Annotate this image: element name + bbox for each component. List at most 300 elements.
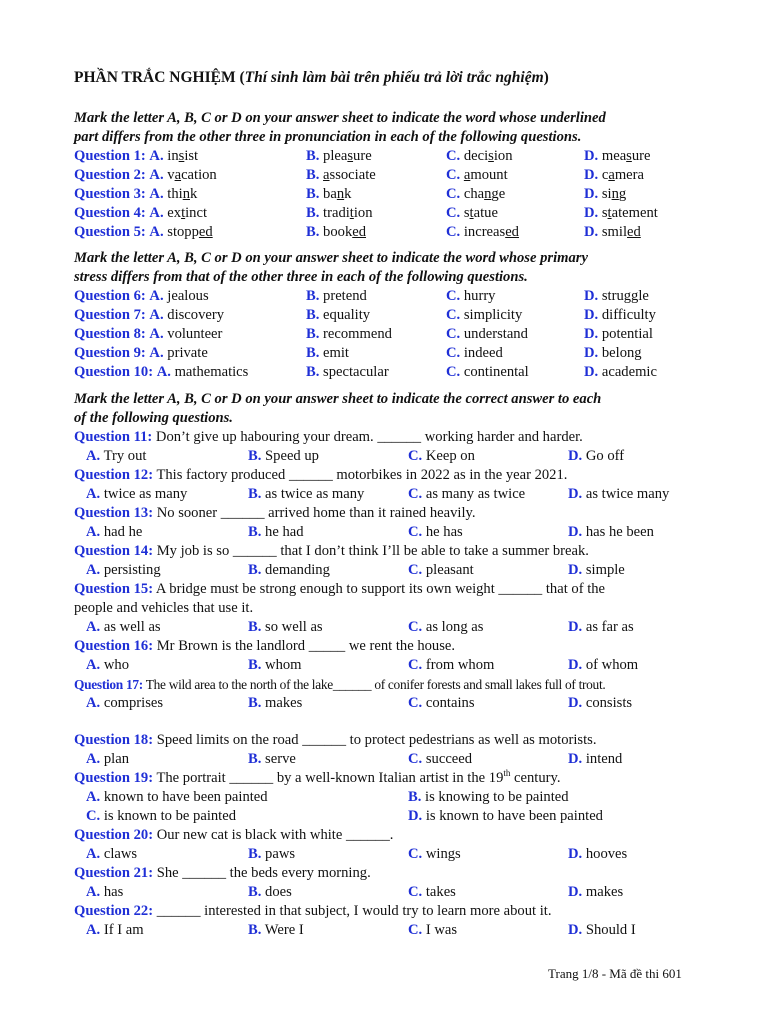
option-b	[306, 166, 376, 185]
option-letter: D.	[584, 326, 599, 342]
underlined-part: a	[174, 167, 182, 183]
option-letter: B.	[248, 751, 262, 767]
word-part: ba	[323, 186, 337, 202]
option-a	[146, 345, 208, 361]
option-text: intend	[585, 751, 623, 767]
option-text: recommend	[323, 326, 392, 342]
option-letter: C.	[446, 186, 461, 202]
word-part: c	[601, 167, 609, 183]
option-d	[568, 921, 636, 940]
option-text: comprises	[103, 695, 164, 711]
option-letter: C.	[446, 148, 461, 164]
option-c	[408, 523, 463, 542]
word-part: increas	[463, 224, 506, 240]
option-text: simplicity	[463, 307, 523, 323]
underlined-part: n	[484, 186, 492, 202]
option-c	[446, 344, 503, 363]
underlined-part: n	[336, 186, 345, 202]
word-part: ion	[353, 205, 373, 221]
underlined-part: a	[323, 167, 330, 183]
option-text: volunteer	[167, 326, 223, 342]
option-text: is known to have been painted	[425, 808, 603, 824]
option-letter: C.	[408, 846, 423, 862]
instruction-3-line1: Mark the letter A, B, C or D on your answer sheet to indicate the correct answer to each	[74, 391, 602, 407]
question-text: No sooner ______ arrived home than it rained heavily.	[153, 505, 476, 521]
question-stem	[74, 902, 551, 921]
option-letter: D.	[568, 657, 583, 673]
question-stem	[74, 580, 605, 599]
question-number: Question 4:	[74, 205, 146, 221]
option-b	[248, 618, 323, 637]
option-text: who	[103, 657, 129, 673]
question-stem	[74, 542, 589, 561]
page-footer: Trang 1/8 - Mã đề thi 601	[548, 966, 682, 981]
option-a	[146, 205, 207, 221]
word-part: mera	[614, 167, 644, 183]
option-b	[248, 485, 364, 504]
question-text: She ______ the beds every morning.	[153, 865, 371, 881]
option-b	[248, 845, 295, 864]
option-letter: B.	[408, 789, 422, 805]
option-text: discovery	[167, 307, 225, 323]
option-text: simple	[585, 562, 625, 578]
option-c	[408, 845, 461, 864]
option-text: belong	[601, 345, 642, 361]
option-text: had he	[103, 524, 143, 540]
option-letter: D.	[584, 224, 599, 240]
option-b	[306, 363, 389, 382]
option-text: persisting	[103, 562, 161, 578]
option-text: has	[103, 884, 124, 900]
question-number: Question 12:	[74, 467, 154, 483]
option-letter: A.	[86, 448, 101, 464]
option-b	[306, 287, 367, 306]
option-letter: B.	[248, 562, 262, 578]
word-part: book	[323, 224, 353, 240]
option-letter: A.	[149, 224, 164, 240]
question-text-end: century.	[510, 770, 561, 786]
question-number: Question 19:	[74, 770, 154, 786]
option-a	[86, 485, 187, 504]
option-b	[248, 694, 302, 713]
option-text: Were I	[264, 922, 304, 938]
option-c	[446, 223, 519, 242]
option-letter: A.	[149, 205, 164, 221]
option-text: as many as twice	[425, 486, 526, 502]
option-b	[248, 656, 302, 675]
option-text: as twice as many	[265, 486, 365, 502]
option-b	[306, 204, 373, 223]
option-d	[568, 694, 632, 713]
word-part: ex	[167, 205, 182, 221]
option-letter: B.	[248, 448, 262, 464]
option-text: If I am	[103, 922, 144, 938]
question-stem	[74, 466, 567, 485]
question-text: A bridge must be strong enough to support its own weight ______ that of the	[153, 581, 606, 597]
underlined-part: n	[182, 186, 190, 202]
option-letter: A.	[149, 288, 164, 304]
option-letter: C.	[86, 808, 101, 824]
option-b	[306, 147, 372, 166]
option-a	[86, 788, 268, 807]
question-stem	[74, 864, 371, 883]
option-letter: C.	[408, 657, 423, 673]
option-letter: B.	[306, 167, 320, 183]
question-text: ______ interested in that subject, I would try to learn more about it.	[153, 903, 552, 919]
title-main: PHẦN TRẮC NGHIỆM (	[74, 69, 245, 86]
option-text: is knowing to be painted	[425, 789, 569, 805]
option-a	[86, 656, 129, 675]
option-letter: D.	[584, 345, 599, 361]
option-letter: D.	[568, 846, 583, 862]
option-a	[86, 447, 146, 466]
question-text: Speed limits on the road ______ to protect pedestrians as well as motorists.	[153, 732, 597, 748]
word-part: in	[167, 148, 179, 164]
option-text: does	[265, 884, 292, 900]
option-a	[146, 167, 217, 183]
option-letter: A.	[86, 619, 101, 635]
option-text: known to have been painted	[103, 789, 268, 805]
option-letter: C.	[408, 619, 423, 635]
option-a	[153, 364, 248, 380]
option-text: claws	[103, 846, 138, 862]
option-text: hooves	[585, 846, 628, 862]
option-d	[584, 166, 644, 185]
option-letter: B.	[248, 486, 262, 502]
option-a	[86, 921, 144, 940]
option-a	[86, 523, 142, 542]
word-part: thi	[167, 186, 183, 202]
word-part: ion	[493, 148, 513, 164]
option-b	[306, 185, 351, 204]
question-number: Question 13:	[74, 505, 154, 521]
question-stem	[74, 769, 561, 788]
question-stem	[74, 826, 393, 845]
option-c	[408, 656, 494, 675]
option-letter: B.	[248, 657, 262, 673]
option-a	[86, 883, 123, 902]
word-part: ssociate	[329, 167, 376, 183]
option-letter: B.	[306, 148, 320, 164]
option-d	[584, 363, 657, 382]
question-stem	[74, 675, 605, 694]
question-row	[74, 287, 649, 306]
instruction-1-line1: Mark the letter A, B, C or D on your answer sheet to indicate the word whose underlined	[74, 110, 606, 126]
option-d	[568, 485, 669, 504]
option-c	[446, 185, 505, 204]
instruction-1-line2: part differs from the other three in pronunciation in each of the following questions.	[74, 129, 582, 145]
option-text: he had	[265, 524, 304, 540]
option-d	[568, 883, 623, 902]
option-letter: C.	[408, 751, 423, 767]
option-text: as twice many	[585, 486, 670, 502]
section-title	[74, 68, 549, 87]
option-letter: B.	[248, 619, 262, 635]
option-letter: A.	[86, 789, 101, 805]
word-part: cha	[463, 186, 485, 202]
option-letter: C.	[408, 922, 423, 938]
question-number: Question 14:	[74, 543, 154, 559]
option-text: consists	[585, 695, 633, 711]
word-part: cation	[181, 167, 217, 183]
option-text: emit	[323, 345, 349, 361]
option-text: is known to be painted	[103, 808, 236, 824]
option-text: Should I	[585, 922, 636, 938]
option-b	[306, 344, 349, 363]
option-letter: D.	[584, 186, 599, 202]
option-letter: A.	[86, 657, 101, 673]
option-letter: C.	[446, 364, 461, 380]
option-letter: D.	[568, 486, 583, 502]
question-text-continued: people and vehicles that use it.	[74, 600, 254, 616]
word-part: inct	[185, 205, 208, 221]
option-d	[584, 287, 649, 306]
question-text: Don’t give up habouring your dream. ______ working harder and harder.	[152, 429, 583, 445]
option-letter: C.	[446, 167, 461, 183]
question-number: Question 17:	[74, 677, 143, 692]
option-c	[446, 204, 498, 223]
option-letter: B.	[306, 205, 320, 221]
option-text: twice as many	[103, 486, 188, 502]
option-c	[408, 694, 475, 713]
option-letter: B.	[248, 524, 262, 540]
option-text: Try out	[103, 448, 147, 464]
option-letter: C.	[446, 288, 461, 304]
option-letter: D.	[408, 808, 423, 824]
option-d	[568, 750, 622, 769]
option-a	[146, 326, 223, 342]
option-d	[584, 344, 642, 363]
word-part: k	[189, 186, 198, 202]
option-letter: D.	[568, 562, 583, 578]
option-text: succeed	[425, 751, 473, 767]
option-letter: C.	[446, 307, 461, 323]
option-a	[146, 307, 224, 323]
option-text: understand	[463, 326, 528, 342]
option-letter: A.	[86, 524, 101, 540]
question-number: Question 1:	[74, 148, 146, 164]
option-c	[86, 807, 236, 826]
word-part: tradi	[323, 205, 350, 221]
underlined-part: n	[611, 186, 619, 202]
option-letter: D.	[568, 448, 583, 464]
option-letter: B.	[248, 884, 262, 900]
option-letter: D.	[584, 205, 599, 221]
underlined-part: s	[626, 148, 632, 164]
option-a	[86, 694, 163, 713]
option-text: so well as	[265, 619, 323, 635]
option-d	[568, 618, 634, 637]
option-c	[408, 618, 483, 637]
underlined-part: ed	[505, 224, 519, 240]
word-part: k	[344, 186, 352, 202]
option-text: paws	[265, 846, 296, 862]
question-number: Question 7:	[74, 307, 146, 323]
word-part: s	[601, 205, 608, 221]
option-letter: C.	[446, 224, 461, 240]
option-letter: B.	[306, 224, 320, 240]
option-text: pleasant	[425, 562, 474, 578]
underlined-part: s	[347, 148, 354, 164]
option-d	[568, 561, 625, 580]
title-close: )	[543, 69, 549, 86]
option-letter: D.	[584, 148, 599, 164]
option-c	[446, 147, 513, 166]
question-stem	[74, 504, 476, 523]
option-d	[408, 807, 603, 826]
underlined-part: t	[607, 205, 612, 221]
option-letter: C.	[446, 326, 461, 342]
option-text: serve	[265, 751, 296, 767]
option-letter: D.	[584, 167, 599, 183]
option-letter: B.	[248, 695, 262, 711]
option-a	[146, 148, 198, 164]
question-row	[74, 306, 656, 325]
option-letter: A.	[86, 846, 101, 862]
option-letter: A.	[149, 167, 164, 183]
underlined-part: t	[181, 205, 186, 221]
option-letter: A.	[86, 884, 101, 900]
option-text: contains	[425, 695, 475, 711]
question-row	[74, 344, 642, 363]
option-b	[408, 788, 569, 807]
option-text: continental	[463, 364, 529, 380]
option-letter: A.	[149, 345, 164, 361]
option-text: spectacular	[323, 364, 389, 380]
option-text: from whom	[425, 657, 495, 673]
question-row	[74, 223, 641, 242]
option-c	[408, 485, 525, 504]
option-a	[146, 288, 209, 304]
question-stem	[74, 731, 596, 750]
question-number: Question 8:	[74, 326, 146, 342]
underlined-part: t	[469, 205, 474, 221]
option-letter: C.	[408, 524, 423, 540]
option-c	[446, 363, 529, 382]
option-c	[408, 447, 475, 466]
option-letter: B.	[306, 326, 320, 342]
option-d	[584, 223, 641, 242]
option-text: Speed up	[265, 448, 319, 464]
question-row	[74, 204, 658, 223]
option-text: as long as	[425, 619, 484, 635]
option-text: I was	[425, 922, 458, 938]
option-c	[446, 287, 495, 306]
option-c	[408, 750, 472, 769]
option-b	[248, 447, 319, 466]
instruction-3-line2: of the following questions.	[74, 410, 233, 426]
question-number: Question 20:	[74, 827, 154, 843]
option-text: wings	[425, 846, 461, 862]
word-part: ure	[353, 148, 372, 164]
option-c	[408, 883, 456, 902]
option-letter: C.	[446, 345, 461, 361]
option-text: makes	[265, 695, 303, 711]
word-part: deci	[463, 148, 489, 164]
question-row	[74, 363, 657, 382]
option-d	[568, 656, 638, 675]
question-stem	[74, 428, 583, 447]
option-d	[568, 845, 627, 864]
title-note: Thí sinh làm bài trên phiếu trả lời trắc nghiệm	[244, 69, 544, 86]
option-letter: A.	[86, 751, 101, 767]
question-number: Question 2:	[74, 167, 146, 183]
option-text: makes	[585, 884, 624, 900]
option-letter: A.	[86, 562, 101, 578]
option-letter: D.	[568, 922, 583, 938]
option-letter: C.	[446, 205, 461, 221]
underlined-part: ed	[198, 224, 213, 240]
option-letter: A.	[149, 307, 164, 323]
question-row	[74, 147, 651, 166]
option-c	[446, 306, 522, 325]
underlined-part: a	[608, 167, 615, 183]
option-c	[408, 561, 474, 580]
question-number: Question 15:	[74, 581, 154, 597]
option-letter: C.	[408, 448, 423, 464]
question-number: Question 11:	[74, 429, 153, 445]
option-letter: B.	[248, 846, 262, 862]
option-d	[584, 147, 651, 166]
option-a	[86, 618, 161, 637]
question-number: Question 10:	[74, 364, 154, 380]
option-letter: D.	[568, 751, 583, 767]
option-letter: B.	[306, 307, 320, 323]
option-letter: A.	[149, 326, 164, 342]
option-letter: D.	[584, 288, 599, 304]
option-letter: A.	[149, 148, 164, 164]
option-text: indeed	[463, 345, 503, 361]
option-text: has he been	[585, 524, 654, 540]
option-a	[86, 750, 129, 769]
option-letter: D.	[568, 884, 583, 900]
option-letter: A.	[156, 364, 171, 380]
word-part: ist	[184, 148, 199, 164]
word-part: ure	[631, 148, 651, 164]
option-letter: B.	[306, 186, 320, 202]
word-part: g	[618, 186, 627, 202]
option-b	[248, 883, 292, 902]
option-a	[146, 224, 213, 240]
option-letter: D.	[584, 364, 599, 380]
instruction-2-line2: stress differs from that of the other three in each of the following questions.	[74, 269, 528, 285]
option-b	[248, 750, 296, 769]
word-part: atement	[611, 205, 658, 221]
option-text: of whom	[585, 657, 639, 673]
underlined-part: s	[488, 148, 494, 164]
option-text: struggle	[601, 288, 649, 304]
option-b	[306, 306, 370, 325]
option-text: hurry	[463, 288, 496, 304]
option-letter: B.	[306, 364, 320, 380]
option-letter: C.	[408, 884, 423, 900]
word-part: plea	[323, 148, 348, 164]
option-b	[306, 325, 392, 344]
word-part: s	[463, 205, 470, 221]
option-letter: A.	[86, 922, 101, 938]
option-letter: A.	[86, 486, 101, 502]
option-a	[86, 845, 137, 864]
superscript: th	[503, 768, 511, 779]
question-row	[74, 166, 644, 185]
option-c	[446, 166, 508, 185]
option-text: whom	[265, 657, 302, 673]
option-letter: D.	[568, 524, 583, 540]
option-d	[568, 447, 624, 466]
question-number: Question 9:	[74, 345, 146, 361]
option-text: academic	[601, 364, 657, 380]
option-d	[584, 185, 626, 204]
